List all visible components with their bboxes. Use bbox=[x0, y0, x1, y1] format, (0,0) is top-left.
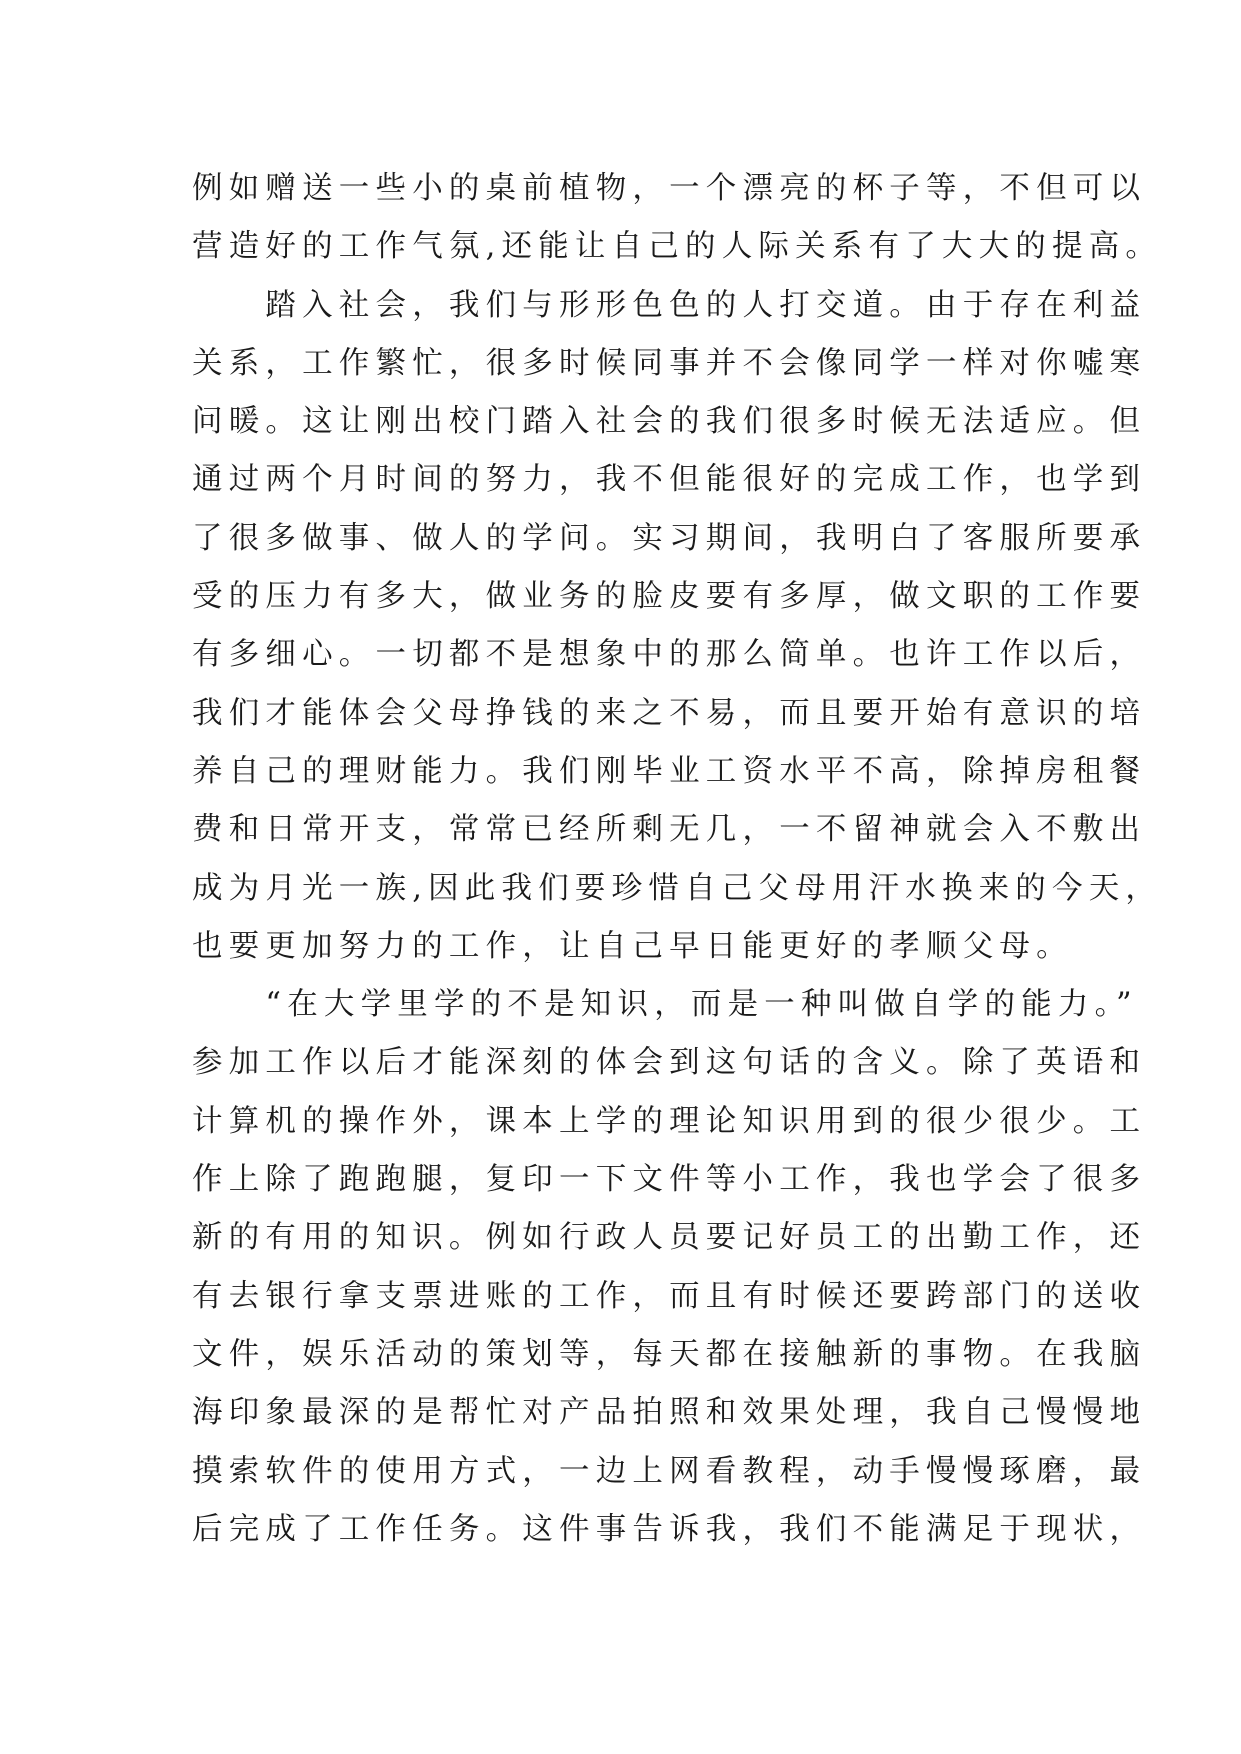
text-line: 参加工作以后才能深刻的体会到这句话的含义。除了英语和 bbox=[192, 1045, 1147, 1081]
text-line: 我们才能体会父母挣钱的来之不易，而且要开始有意识的培 bbox=[192, 695, 1147, 731]
text-line: 有多细心。一切都不是想象中的那么简单。也许工作以后， bbox=[192, 637, 1147, 673]
text-line: 新的有用的知识。例如行政人员要记好员工的出勤工作，还 bbox=[192, 1220, 1147, 1256]
text-line: 问暖。这让刚出校门踏入社会的我们很多时候无法适应。但 bbox=[192, 404, 1147, 440]
text-line: 营造好的工作气氛,还能让自己的人际关系有了大大的提高。 bbox=[192, 229, 1163, 265]
text-line: 文件，娱乐活动的策划等，每天都在接触新的事物。在我脑 bbox=[192, 1336, 1147, 1372]
text-line: 例如赠送一些小的桌前植物，一个漂亮的杯子等，不但可以 bbox=[192, 171, 1147, 206]
text-line: 关系，工作繁忙，很多时候同事并不会像同学一样对你嘘寒 bbox=[192, 345, 1147, 381]
text-line: 作上除了跑跑腿，复印一下文件等小工作，我也学会了很多 bbox=[192, 1162, 1147, 1198]
text-line: 了很多做事、做人的学问。实习期间，我明白了客服所要承 bbox=[192, 520, 1147, 556]
text-line: 通过两个月时间的努力，我不但能很好的完成工作，也学到 bbox=[192, 462, 1147, 498]
text-line: 费和日常开支，常常已经所剩无几，一不留神就会入不敷出 bbox=[192, 812, 1147, 848]
body-text bbox=[192, 160, 1163, 1559]
text-line: 摸索软件的使用方式，一边上网看教程，动手慢慢琢磨，最 bbox=[192, 1453, 1147, 1489]
text-line: 计算机的操作外，课本上学的理论知识用到的很少很少。工 bbox=[192, 1103, 1147, 1139]
text-line: “在大学里学的不是知识，而是一种叫做自学的能力。” bbox=[192, 987, 1138, 1023]
text-line: 踏入社会，我们与形形色色的人打交道。由于存在利益 bbox=[192, 287, 1147, 323]
text-line: 有去银行拿支票进账的工作，而且有时候还要跨部门的送收 bbox=[192, 1278, 1147, 1314]
text-line: 也要更加努力的工作，让自己早日能更好的孝顺父母。 bbox=[192, 928, 1073, 964]
text-line: 受的压力有多大，做业务的脸皮要有多厚，做文职的工作要 bbox=[192, 579, 1147, 615]
text-line: 养自己的理财能力。我们刚毕业工资水平不高，除掉房租餐 bbox=[192, 753, 1147, 789]
text-line: 后完成了工作任务。这件事告诉我，我们不能满足于现状， bbox=[192, 1511, 1147, 1547]
text-line: 成为月光一族,因此我们要珍惜自己父母用汗水换来的今天， bbox=[192, 870, 1163, 906]
text-line: 海印象最深的是帮忙对产品拍照和效果处理，我自己慢慢地 bbox=[192, 1395, 1147, 1431]
